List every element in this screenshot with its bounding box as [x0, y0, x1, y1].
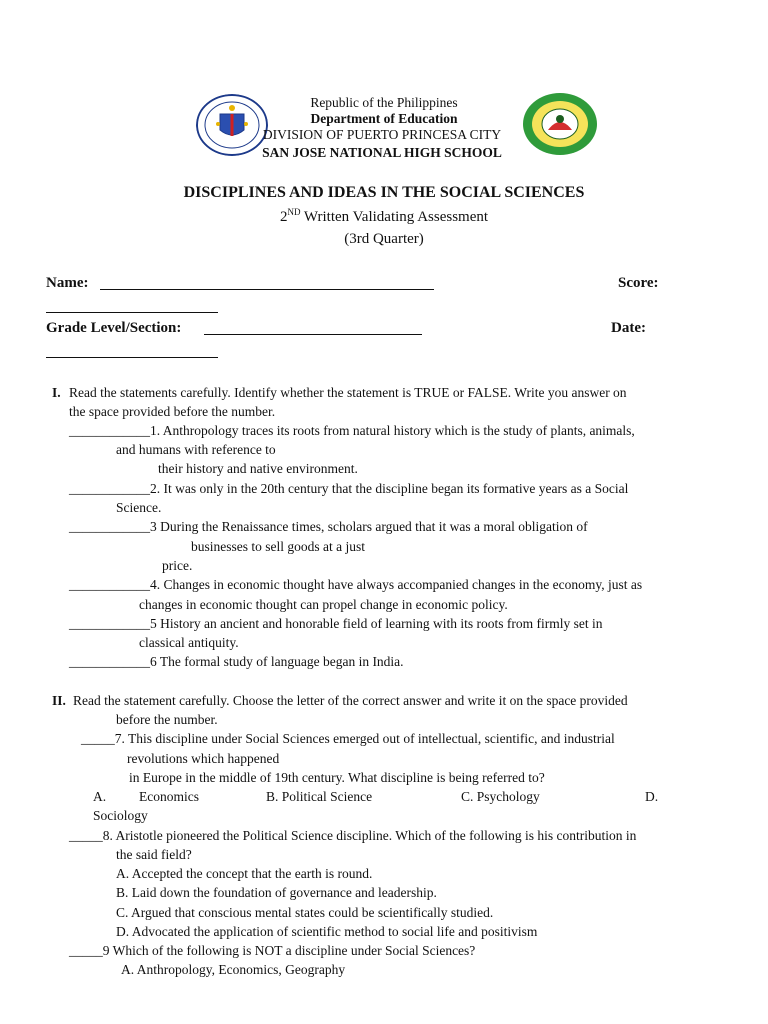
- subtitle-superscript: ND: [287, 207, 301, 217]
- question-3-cont2: price.: [162, 558, 193, 573]
- part2-instruction-cont: before the number.: [116, 712, 218, 727]
- question-5: [69, 614, 603, 633]
- part1-instruction: Read the statements carefully. Identify whether the statement is TRUE or FALSE. Write you answer on: [69, 385, 627, 400]
- question-1-cont2: their history and native environment.: [158, 461, 358, 476]
- part1-instruction-cont: the space provided before the number.: [69, 404, 276, 419]
- part2-instruction: Read the statement carefully. Choose the letter of the correct answer and write it on the space provided: [73, 693, 628, 708]
- q7-option-d-letter: D.: [645, 789, 659, 804]
- q7-option-a: Economics: [139, 789, 199, 804]
- name-field-line[interactable]: [100, 276, 434, 290]
- question-2-cont: Science.: [116, 500, 162, 515]
- date-field-label: Date:: [611, 320, 646, 336]
- republic-heading: Republic of the Philippines: [310, 95, 458, 110]
- question-4-text: 4. Changes in economic thought have always accompanied changes in the economy, just as: [150, 577, 643, 592]
- subtitle-text: Written Validating Assessment: [300, 209, 489, 225]
- q8-option-a: A. Accepted the concept that the earth is round.: [116, 866, 373, 881]
- question-1-text: 1. Anthropology traces its roots from natural history which is the study of plants, animals,: [150, 423, 635, 438]
- question-1: [69, 421, 635, 440]
- question-7-cont: revolutions which happened: [127, 751, 280, 766]
- q8-option-c: C. Argued that conscious mental states could be scientifically studied.: [116, 905, 494, 920]
- q7-option-c: C. Psychology: [461, 789, 540, 804]
- answer-blank[interactable]: ____________: [69, 577, 150, 592]
- document-subtitle: [0, 207, 768, 226]
- question-3-cont: businesses to sell goods at a just: [191, 539, 365, 554]
- question-5-cont: classical antiquity.: [139, 635, 239, 650]
- question-4: [69, 575, 642, 594]
- question-5-text: 5 History an ancient and honorable field of learning with its roots from firmly set in: [150, 616, 603, 631]
- department-heading: Department of Education: [310, 111, 458, 126]
- grade-section-line[interactable]: [204, 321, 422, 335]
- school-heading: SAN JOSE NATIONAL HIGH SCHOOL: [262, 145, 502, 160]
- question-4-cont: changes in economic thought can propel change in economic policy.: [139, 597, 508, 612]
- document-title: DISCIPLINES AND IDEAS IN THE SOCIAL SCIENCES: [183, 184, 585, 201]
- question-1-cont: and humans with reference to: [116, 442, 276, 457]
- q7-option-a-letter: A.: [93, 789, 107, 804]
- answer-blank[interactable]: ____________: [69, 519, 150, 534]
- q9-option-a: A. Anthropology, Economics, Geography: [121, 962, 346, 977]
- answer-blank[interactable]: ____________: [69, 654, 150, 669]
- part2-numeral: II.: [52, 693, 66, 708]
- q7-option-d: Sociology: [93, 808, 148, 823]
- part1-numeral: I.: [52, 385, 61, 400]
- question-9: _____9 Which of the following is NOT a discipline under Social Sciences?: [69, 943, 476, 958]
- score-field-line[interactable]: [46, 299, 218, 313]
- name-field-label: Name:: [46, 275, 89, 291]
- answer-blank[interactable]: ____________: [69, 616, 150, 631]
- question-6: [69, 652, 404, 671]
- q8-option-d: D. Advocated the application of scientific method to social life and positivism: [116, 924, 538, 939]
- grade-section-label: Grade Level/Section:: [46, 320, 182, 336]
- question-3-text: 3 During the Renaissance times, scholars argued that it was a moral obligation of: [150, 519, 588, 534]
- question-6-text: 6 The formal study of language began in India.: [150, 654, 404, 669]
- division-heading: DIVISION OF PUERTO PRINCESA CITY: [262, 127, 502, 142]
- question-8-cont: the said field?: [116, 847, 192, 862]
- score-field-label: Score:: [618, 275, 659, 291]
- question-7-cont2: in Europe in the middle of 19th century. What discipline is being referred to?: [129, 770, 545, 785]
- q7-option-b: B. Political Science: [266, 789, 373, 804]
- quarter-label: (3rd Quarter): [344, 231, 424, 247]
- q8-option-b: B. Laid down the foundation of governance and leadership.: [116, 885, 437, 900]
- question-3: [69, 517, 588, 536]
- question-2-text: 2. It was only in the 20th century that the discipline began its formative years as a Social: [150, 481, 629, 496]
- question-7: _____7. This discipline under Social Sciences emerged out of intellectual, scientific, and industrial: [81, 731, 615, 746]
- answer-blank[interactable]: ____________: [69, 481, 150, 496]
- answer-blank[interactable]: ____________: [69, 423, 150, 438]
- question-8: _____8. Aristotle pioneered the Political Science discipline. Which of the following is his contribution in: [69, 828, 637, 843]
- date-field-line[interactable]: [46, 344, 218, 358]
- question-2: [69, 479, 628, 498]
- subtitle-number: 2: [279, 209, 288, 225]
